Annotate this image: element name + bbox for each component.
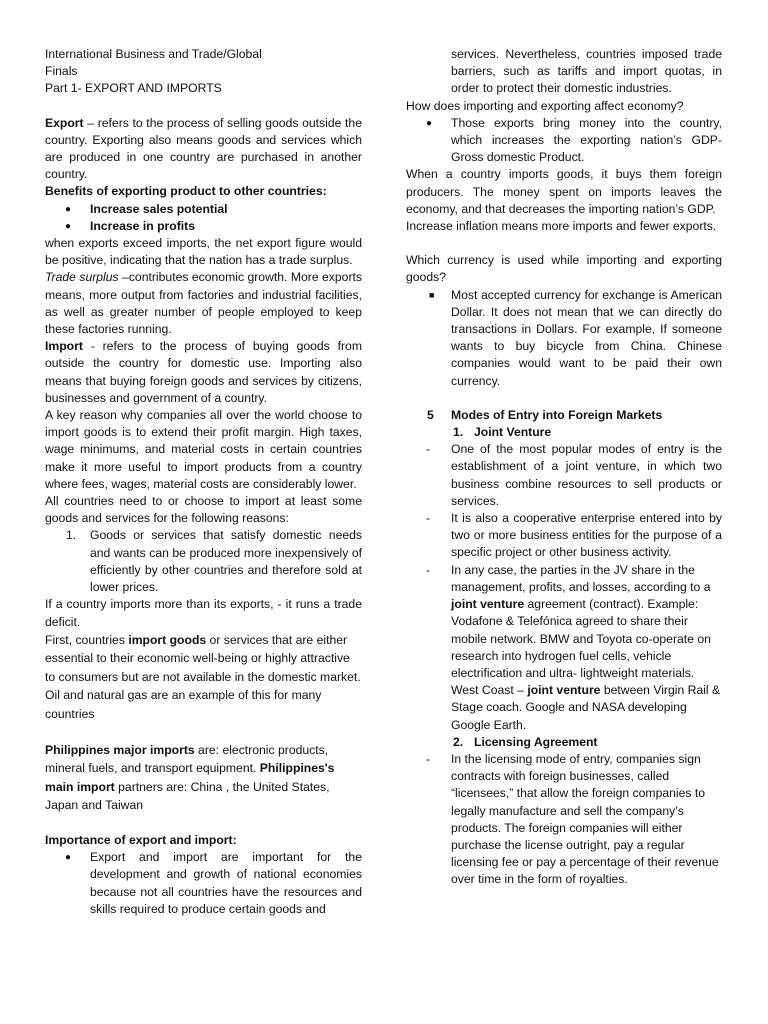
list-item xyxy=(45,527,362,596)
reason-item-text: Goods or services that satisfy domestic needs and wants can be produced more inexpensively of efficiently by other countries and therefore sold at lower prices. xyxy=(90,528,362,595)
licensing-heading xyxy=(406,734,722,751)
affect-question: How does importing and exporting affect economy? xyxy=(406,98,684,113)
licensing-number: 2. xyxy=(453,734,464,749)
importance-continuation: services. Nevertheless, countries imposed trade barriers, such as tariffs and import quotas, in order to protect their domestic industries. xyxy=(451,47,722,96)
bullet-icon: ● xyxy=(65,203,72,215)
jv-number: 1. xyxy=(453,425,464,440)
import-term: Import xyxy=(45,339,83,354)
trade-surplus-term: Trade surplus xyxy=(45,270,119,285)
list-item xyxy=(45,849,362,918)
benefits-heading: Benefits of exporting product to other countries: xyxy=(45,184,327,199)
philippines-partners-term: Philippines's main import xyxy=(45,761,335,794)
list-number: 1. xyxy=(66,528,77,543)
buys-paragraph: When a country imports goods, it buys them foreign producers. The money spent on imports leaves the economy, and that decreases the importing nation’s GDP. xyxy=(406,167,722,216)
part-heading: Part 1- EXPORT AND IMPORTS xyxy=(45,81,222,96)
bullet-icon: ● xyxy=(426,117,433,129)
doc-title: International Business and Trade/Global xyxy=(45,47,262,61)
list-item xyxy=(406,562,722,734)
list-item xyxy=(406,287,722,390)
modes-heading-text: Modes of Entry into Foreign Markets xyxy=(451,407,663,422)
first-countries-paragraph xyxy=(45,631,362,724)
all-countries-paragraph: All countries need to or choose to import at least some goods and services for the following reasons: xyxy=(45,494,362,526)
export-def-text: – refers to the process of selling goods outside the country. Exporting also means goods and services which are produced in one country are purchased in another country. xyxy=(45,115,362,182)
list-item xyxy=(406,751,722,889)
left-column xyxy=(45,46,362,918)
bullet-icon: ● xyxy=(65,852,72,864)
licensing-heading-text: Licensing Agreement xyxy=(474,734,598,749)
list-item xyxy=(406,441,722,510)
currency-question: Which currency is used while importing and exporting goods? xyxy=(406,253,722,285)
reason-paragraph: A key reason why companies all over the world choose to import goods is to extend their profit margin. High taxes, wage minimums, and material costs in certain countries make it more useful to import products from a country where fees, wages, material costs are considerably lower. xyxy=(45,408,362,491)
list-item xyxy=(406,510,722,562)
benefit-text: Increase in profits xyxy=(90,218,195,233)
text-span: are: electronic products, mineral fuels, and transport equipment. xyxy=(45,742,329,776)
list-item xyxy=(45,218,362,235)
doc-subtitle: Finals xyxy=(45,64,78,79)
modes-heading xyxy=(406,407,722,424)
joint-venture-term: joint venture xyxy=(527,683,601,698)
jv-item-text: One of the most popular modes of entry is the establishment of a joint venture, in which two business combine resources to sell products or services. xyxy=(451,442,722,508)
text-span: partners are: China , the United States, Japan and Taiwan xyxy=(45,779,330,813)
export-definition xyxy=(45,115,362,184)
trade-surplus-paragraph xyxy=(45,269,362,338)
currency-item-text: Most accepted currency for exchange is American Dollar. It does not mean that we can directly do transactions in Dollars. For example, If someone wants to buy bicycle from China. Chinese companies would want to be paid their own currency. xyxy=(451,287,722,388)
text-span: In any case, the parties in the JV share in the management, profits, and losses, according to a xyxy=(451,562,711,594)
modes-number: 5 xyxy=(427,407,434,422)
importance-heading: Importance of export and import: xyxy=(45,833,237,848)
importance-text: Export and import are important for the development and growth of national economies because not all countries have the resources and skills required to produce certain goods and xyxy=(90,850,362,916)
right-column xyxy=(406,46,722,889)
import-def-text: - refers to the process of buying goods from outside the country for domestic use. Importing also means that buying foreign goods and services by citizens, businesses and government of a country. xyxy=(45,339,362,405)
dash-bullet: - xyxy=(426,511,431,526)
exceed-paragraph: when exports exceed imports, the net export figure would be positive, indicating that the nation has a trade surplus. xyxy=(45,236,362,268)
philippines-paragraph xyxy=(45,741,362,815)
square-bullet-icon: ■ xyxy=(429,289,435,300)
inflation-paragraph: Increase inflation means more imports and fewer exports. xyxy=(406,219,717,234)
joint-venture-term: joint venture xyxy=(451,597,525,612)
joint-venture-heading xyxy=(406,424,722,441)
bullet-icon: ● xyxy=(65,220,72,232)
list-item xyxy=(406,115,722,167)
text-span: agreement (contract). Example: Vodafone & Telefónica agreed to share their mobile network. BMW and Toyota co-operate on research into hydrogen fuel cells, vehicle electrification and ultra- lightweight materials. West Coast – xyxy=(451,597,711,698)
text-span: or services that are either essential to their economic well-being or highly attractive to consumers but are not available in the domestic market. Oil and natural gas are an example of this for many countries xyxy=(45,632,361,722)
list-item xyxy=(45,201,362,218)
trade-deficit-paragraph: If a country imports more than its exports, - it runs a trade deficit. xyxy=(45,597,362,629)
trade-surplus-text: –contributes economic growth. More exports means, more output from factories and industrial facilities, as well as greater number of people employed to keep these factories running. xyxy=(45,270,362,337)
dash-bullet: - xyxy=(426,751,431,766)
jv-item-text: It is also a cooperative enterprise entered into by two or more business entities for the purpose of a specific project or other business activity. xyxy=(451,511,722,560)
jv-heading-text: Joint Venture xyxy=(474,425,552,440)
dash-bullet: - xyxy=(426,442,431,457)
text-span: between Virgin Rail & Stage coach. Google and NASA developing Google Earth. xyxy=(451,683,721,732)
licensing-item-text: In the licensing mode of entry, companies sign contracts with foreign businesses, called “licensees,” that allow the foreign companies to legally manufacture and sell the company’s products. The foreign companies will either purchase the license outright, pay a regular licensing fee or pay a percentage of their revenue over time in the form of royalties. xyxy=(451,751,719,887)
text-span: First, countries xyxy=(45,632,129,647)
dash-bullet: - xyxy=(426,562,431,577)
affect-item-text: Those exports bring money into the country, which increases the exporting nation’s GDP- Gross domestic Product. xyxy=(451,115,722,165)
philippines-imports-term: Philippines major imports xyxy=(45,742,195,757)
import-definition xyxy=(45,338,362,407)
import-goods-term: import goods xyxy=(128,632,207,647)
jv-item-text xyxy=(451,562,722,734)
export-term: Export xyxy=(45,115,84,130)
benefit-text: Increase sales potential xyxy=(90,201,228,216)
